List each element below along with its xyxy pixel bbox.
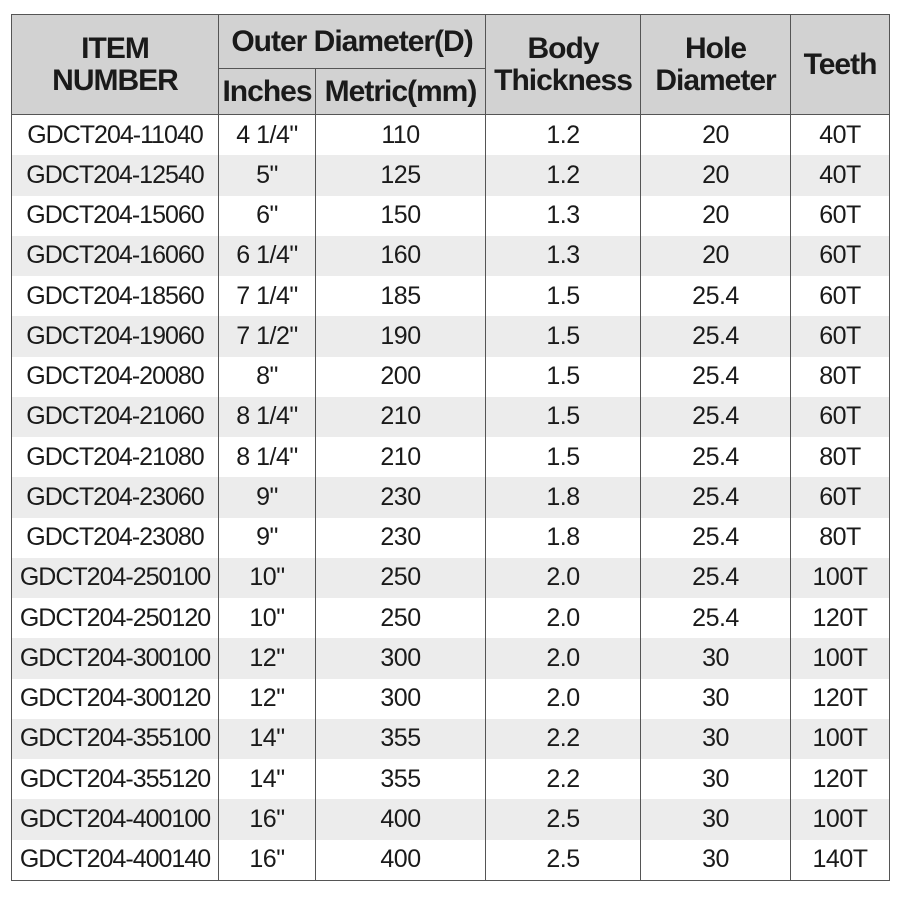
table-row [12,316,890,356]
cell-inches: 6" [219,196,316,236]
cell-metric: 230 [316,477,486,517]
table-row [12,477,890,517]
cell-thickness: 2.0 [486,679,641,719]
header-teeth: Teeth [791,15,890,115]
cell-thickness: 2.2 [486,719,641,759]
cell-thickness: 1.5 [486,276,641,316]
cell-thickness: 2.2 [486,759,641,799]
cell-hole: 30 [641,799,791,839]
cell-teeth: 60T [791,236,890,276]
table-row [12,558,890,598]
cell-thickness: 1.3 [486,196,641,236]
spec-sheet [11,14,889,882]
cell-thickness: 2.0 [486,638,641,678]
cell-teeth: 80T [791,437,890,477]
cell-teeth: 60T [791,397,890,437]
cell-hole: 20 [641,115,791,156]
table-row [12,638,890,678]
cell-hole: 25.4 [641,316,791,356]
cell-metric: 160 [316,236,486,276]
cell-teeth: 60T [791,477,890,517]
cell-item-number: GDCT204-250120 [12,598,219,638]
cell-thickness: 1.2 [486,115,641,156]
cell-hole: 30 [641,679,791,719]
cell-item-number: GDCT204-23080 [12,518,219,558]
cell-inches: 10" [219,558,316,598]
cell-inches: 14" [219,759,316,799]
cell-item-number: GDCT204-21080 [12,437,219,477]
cell-metric: 210 [316,437,486,477]
cell-inches: 8 1/4" [219,437,316,477]
header-outer-diameter: Outer Diameter(D) [219,15,486,69]
cell-teeth: 80T [791,518,890,558]
table-row [12,799,890,839]
table-row [12,155,890,195]
table-row [12,518,890,558]
cell-item-number: GDCT204-23060 [12,477,219,517]
table-row [12,759,890,799]
cell-hole: 25.4 [641,598,791,638]
table-row [12,840,890,881]
header-body-thickness-line2: Thickness [494,63,632,97]
cell-thickness: 2.0 [486,598,641,638]
cell-inches: 14" [219,719,316,759]
cell-hole: 30 [641,759,791,799]
table-row [12,357,890,397]
table-body [12,115,890,881]
cell-teeth: 100T [791,799,890,839]
header-metric: Metric(mm) [316,69,486,115]
cell-hole: 20 [641,236,791,276]
cell-item-number: GDCT204-18560 [12,276,219,316]
header-item-number [12,15,219,115]
table-header [12,15,890,115]
header-hole-diameter-line2: Diameter [655,63,776,97]
cell-item-number: GDCT204-400140 [12,840,219,881]
cell-inches: 10" [219,598,316,638]
header-hole-diameter-line1: Hole [685,32,747,65]
cell-item-number: GDCT204-300100 [12,638,219,678]
cell-metric: 400 [316,799,486,839]
cell-item-number: GDCT204-300120 [12,679,219,719]
table-row [12,196,890,236]
cell-item-number: GDCT204-355120 [12,759,219,799]
cell-hole: 25.4 [641,437,791,477]
cell-hole: 30 [641,840,791,881]
cell-teeth: 40T [791,155,890,195]
cell-hole: 25.4 [641,276,791,316]
saw-blade-spec-table [11,14,890,881]
cell-metric: 300 [316,679,486,719]
cell-thickness: 1.3 [486,236,641,276]
table-row [12,719,890,759]
cell-thickness: 1.5 [486,316,641,356]
cell-teeth: 80T [791,357,890,397]
cell-item-number: GDCT204-21060 [12,397,219,437]
cell-teeth: 100T [791,638,890,678]
cell-hole: 25.4 [641,518,791,558]
cell-metric: 110 [316,115,486,156]
table-row [12,236,890,276]
cell-teeth: 60T [791,196,890,236]
cell-thickness: 2.5 [486,840,641,881]
cell-teeth: 100T [791,719,890,759]
cell-metric: 300 [316,638,486,678]
cell-item-number: GDCT204-16060 [12,236,219,276]
cell-inches: 12" [219,679,316,719]
cell-teeth: 140T [791,840,890,881]
cell-hole: 20 [641,196,791,236]
cell-inches: 12" [219,638,316,678]
header-body-thickness [486,15,641,115]
header-item-number-line1: ITEM [81,32,149,65]
cell-item-number: GDCT204-15060 [12,196,219,236]
header-body-thickness-line1: Body [527,32,599,65]
cell-metric: 210 [316,397,486,437]
cell-metric: 355 [316,719,486,759]
cell-metric: 355 [316,759,486,799]
cell-hole: 25.4 [641,397,791,437]
cell-thickness: 1.8 [486,477,641,517]
cell-metric: 250 [316,558,486,598]
cell-inches: 16" [219,799,316,839]
cell-item-number: GDCT204-19060 [12,316,219,356]
cell-thickness: 2.0 [486,558,641,598]
cell-thickness: 1.5 [486,437,641,477]
table-row [12,276,890,316]
cell-teeth: 120T [791,759,890,799]
cell-inches: 4 1/4" [219,115,316,156]
table-row [12,679,890,719]
table-row [12,598,890,638]
table-row [12,115,890,156]
cell-teeth: 120T [791,679,890,719]
cell-metric: 400 [316,840,486,881]
cell-metric: 190 [316,316,486,356]
header-item-number-line2: NUMBER [52,63,178,97]
cell-thickness: 1.5 [486,397,641,437]
cell-metric: 150 [316,196,486,236]
cell-metric: 230 [316,518,486,558]
cell-hole: 30 [641,638,791,678]
cell-item-number: GDCT204-20080 [12,357,219,397]
header-hole-diameter [641,15,791,115]
cell-teeth: 60T [791,276,890,316]
table-row [12,437,890,477]
cell-item-number: GDCT204-250100 [12,558,219,598]
cell-item-number: GDCT204-12540 [12,155,219,195]
cell-hole: 25.4 [641,477,791,517]
cell-hole: 25.4 [641,357,791,397]
cell-hole: 30 [641,719,791,759]
header-inches: Inches [219,69,316,115]
cell-inches: 6 1/4" [219,236,316,276]
cell-item-number: GDCT204-11040 [12,115,219,156]
cell-thickness: 1.2 [486,155,641,195]
cell-thickness: 1.8 [486,518,641,558]
cell-thickness: 1.5 [486,357,641,397]
cell-inches: 8" [219,357,316,397]
cell-hole: 25.4 [641,558,791,598]
cell-item-number: GDCT204-355100 [12,719,219,759]
cell-inches: 9" [219,477,316,517]
cell-metric: 250 [316,598,486,638]
cell-inches: 8 1/4" [219,397,316,437]
cell-inches: 5" [219,155,316,195]
cell-inches: 16" [219,840,316,881]
cell-teeth: 60T [791,316,890,356]
cell-thickness: 2.5 [486,799,641,839]
cell-inches: 7 1/2" [219,316,316,356]
cell-metric: 200 [316,357,486,397]
cell-teeth: 40T [791,115,890,156]
cell-inches: 9" [219,518,316,558]
cell-hole: 20 [641,155,791,195]
cell-metric: 125 [316,155,486,195]
cell-item-number: GDCT204-400100 [12,799,219,839]
cell-metric: 185 [316,276,486,316]
cell-teeth: 120T [791,598,890,638]
cell-teeth: 100T [791,558,890,598]
cell-inches: 7 1/4" [219,276,316,316]
table-row [12,397,890,437]
